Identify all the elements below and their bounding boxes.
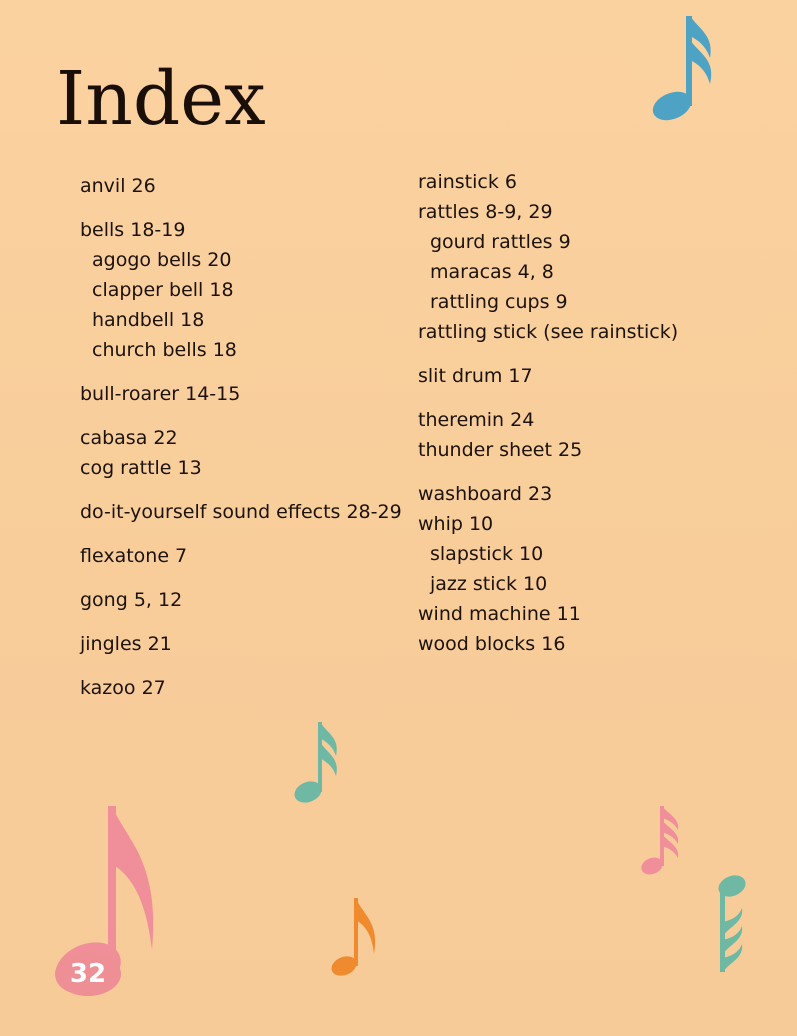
index-entry: whip 10: [418, 513, 494, 535]
pink-thirty-second-note-icon: [638, 802, 692, 882]
index-subentry: rattling cups 9: [430, 291, 568, 313]
index-subentry: jazz stick 10: [430, 573, 548, 595]
index-column-right: [418, 167, 678, 659]
index-entry: do-it-yourself sound effects 28-29: [80, 501, 402, 523]
index-entry: rattles 8-9, 29: [418, 201, 553, 223]
index-entry: flexatone 7: [80, 545, 188, 567]
index-entry: bells 18-19: [80, 219, 186, 241]
green-thirty-second-note-icon: [708, 870, 758, 980]
index-subentry: maracas 4, 8: [430, 261, 554, 283]
page-number: 32: [69, 959, 107, 989]
index-entry: cabasa 22: [80, 427, 178, 449]
index-entry: theremin 24: [418, 409, 535, 431]
index-entry: wind machine 11: [418, 603, 581, 625]
blue-sixteenth-note-icon: [640, 10, 730, 130]
index-entry: cog rattle 13: [80, 457, 202, 479]
index-entry: kazoo 27: [80, 677, 166, 699]
index-subentry: agogo bells 20: [92, 249, 232, 271]
index-column-left: [80, 171, 402, 703]
index-entry: rainstick 6: [418, 171, 517, 193]
index-entry: thunder sheet 25: [418, 439, 583, 461]
index-entry: bull-roarer 14-15: [80, 383, 241, 405]
index-entry: jingles 21: [80, 633, 172, 655]
orange-eighth-note-icon: [328, 892, 388, 982]
index-entry: washboard 23: [418, 483, 553, 505]
page-title: Index: [56, 56, 266, 142]
index-entry: gong 5, 12: [80, 589, 183, 611]
index-subentry: clapper bell 18: [92, 279, 234, 301]
green-sixteenth-note-icon: [288, 716, 348, 810]
index-entry: slit drum 17: [418, 365, 533, 387]
index-subentry: slapstick 10: [430, 543, 544, 565]
index-subentry: handbell 18: [92, 309, 205, 331]
page-number-badge: [55, 952, 121, 996]
index-subentry: church bells 18: [92, 339, 237, 361]
index-subentry: gourd rattles 9: [430, 231, 571, 253]
index-entry: rattling stick (see rainstick): [418, 321, 679, 343]
index-entry: wood blocks 16: [418, 633, 566, 655]
index-entry: anvil 26: [80, 175, 156, 197]
